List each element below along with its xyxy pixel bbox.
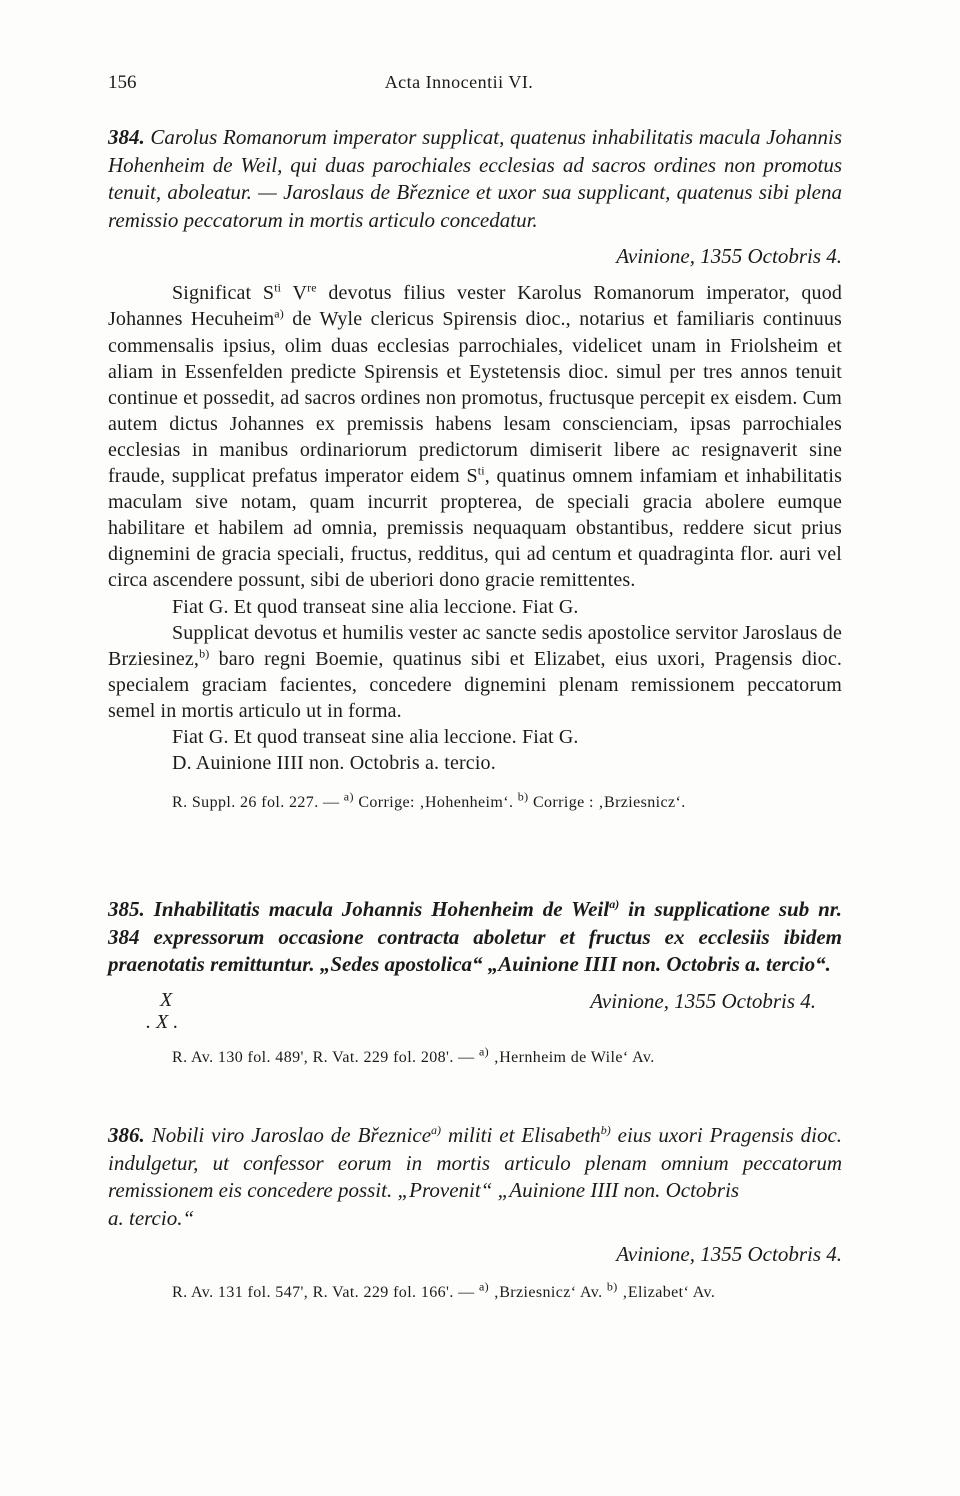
text: Corrige: ‚Hohenheim‘.	[353, 794, 518, 812]
footnote-mark: b)	[600, 1123, 611, 1137]
entry-385	[108, 896, 842, 1067]
summary-text: eius uxori Pragensis dioc. indulgetur, ut confessor eorum in mortis articulo plenam omnium peccatorum remissionem eis concedere possit. „Provenit“ „Auinione IIII non. Octobris	[108, 1123, 843, 1203]
text: Corrige : ‚Brziesnicz‘.	[528, 794, 686, 812]
entry-384-body	[108, 280, 842, 776]
entry-384-summary	[108, 124, 842, 234]
superscript: ti	[274, 280, 282, 295]
running-title: Acta Innocentii VI.	[384, 72, 534, 92]
entry-386	[108, 1122, 842, 1302]
text: R. Av. 131 fol. 547', R. Vat. 229 fol. 166'. —	[172, 1284, 479, 1302]
text: R. Suppl. 26 fol. 227. —	[172, 794, 344, 812]
text: V	[281, 282, 308, 305]
superscript: ti	[477, 463, 485, 478]
footnote-mark: a)	[478, 1044, 490, 1059]
footnote-mark: b)	[199, 646, 210, 661]
entry-number: 385.	[108, 897, 145, 921]
entry-385-summary	[108, 896, 842, 979]
place-date: Avinione, 1355 Octobris 4.	[616, 1242, 842, 1267]
place-date: Avinione, 1355 Octobris 4.	[616, 244, 842, 269]
footnote-mark: b)	[517, 789, 529, 804]
text: ‚Brziesnicz‘ Av.	[489, 1284, 607, 1302]
paragraph	[108, 280, 842, 593]
summary-text: in supplicatione sub nr. 384 expressorum occasione contracta aboletur et fructus ex ecclesiis ibidem praenotatis remittuntur. „Sedes apostolica“ „Auinione IIII non. Octobris a. tercio“.	[108, 897, 843, 977]
paragraph: Fiat G. Et quod transeat sine alia leccione. Fiat G.	[172, 725, 579, 748]
summary-text: Carolus Romanorum imperator supplicat, quatenus inhabilitatis macula Johannis Hohenheim de Weil, qui duas parochiales ecclesias ad sacros ordines non promotus tenuit, aboleatur. — Jaroslaus de Březnice et uxor sua supplicant, quatenus sibi plena remissio peccatorum in mortis articulo concedatur.	[108, 125, 843, 232]
reference-line	[172, 1280, 842, 1302]
text: ‚Elizabet‘ Av.	[617, 1284, 716, 1302]
text: Supplicat devotus et humilis vester ac sancte sedis apostolice servitor Jaroslaus de Brziesinez,	[108, 621, 842, 670]
footnote-mark: a)	[343, 789, 354, 804]
marks-row	[108, 989, 842, 1045]
footnote-mark: a)	[431, 1123, 442, 1137]
page-header	[108, 72, 810, 102]
footnote-mark: a)	[274, 306, 284, 321]
text: baro regni Boemie, quatinus sibi et Elizabet, eius uxori, Pragensis dioc. specialem graciam facientes, concedere dignemini plenam remissionem peccatorum semel in mortis articulo ut in forma.	[108, 647, 842, 722]
text: de Wyle clericus Spirensis dioc., notarius et familiaris continuus commensalis ipsius, olim duas ecclesias parrochiales, videlicet unam in Friolsheim et aliam in Essenfelden predicte Spirensis et Eystetensis dioc. simul per tres annos tenuit continue et possedit, ad sacros ordines non promotus, fructusque percepit ex eisdem. Cum autem dictus Johannes ex premissis habens lesam conscienciam, ipsas parrochiales ecclesias in manibus ordinariorum predictorum dimiserit libere ac resignaverit sine fraude, supplicat prefatus imperator eidem S	[108, 308, 842, 488]
footnote-mark: a)	[609, 897, 620, 911]
footnote-mark: a)	[478, 1280, 490, 1295]
marginal-mark: X	[160, 988, 173, 1011]
reference-line	[172, 1044, 842, 1067]
paragraph: Fiat G. Et quod transeat sine alia leccione. Fiat G.	[172, 595, 579, 618]
marginal-mark: . X .	[146, 1010, 179, 1033]
place-date: Avinione, 1355 Octobris 4.	[590, 988, 816, 1013]
footnote-mark: b)	[606, 1280, 618, 1295]
superscript: re	[307, 280, 317, 295]
text: , quatinus omnem infamiam et inhabilitatis maculam sive notam, quam incurrit propterea, de speciali gracia abolere eumque habilitare et habilem ad omnia, premissis nequaquam obstantibus, reddere sicut prius dignemini de gracia speciali, fructus, redditus, qui ad centum et quadraginta flor. auri vel circa ascendere possunt, sibi de uberiori dono gracie remittentes.	[108, 465, 843, 592]
paragraph: D. Auinione IIII non. Octobris a. tercio.	[172, 752, 496, 775]
summary-last-line: a. tercio.“	[108, 1205, 195, 1230]
paragraph	[108, 620, 842, 724]
entry-386-summary	[108, 1122, 842, 1232]
page-number: 156	[108, 72, 137, 93]
summary-text: Nobili viro Jaroslao de Březnice	[151, 1123, 432, 1147]
text: R. Av. 130 fol. 489', R. Vat. 229 fol. 208'. —	[172, 1048, 479, 1066]
reference-line	[172, 789, 842, 812]
text: Significat S	[172, 282, 275, 305]
summary-text: militi et Elisabeth	[441, 1123, 601, 1147]
text: ‚Hernheim de Wile‘ Av.	[489, 1048, 655, 1066]
entry-384	[108, 124, 842, 812]
entry-number: 386.	[108, 1123, 145, 1147]
summary-text: Inhabilitatis macula Johannis Hohenheim de Weil	[153, 897, 610, 921]
text: devotus filius vester Karolus Romanorum imperator, quod Johannes Hecuheim	[108, 282, 843, 331]
entry-number: 384.	[108, 125, 145, 149]
